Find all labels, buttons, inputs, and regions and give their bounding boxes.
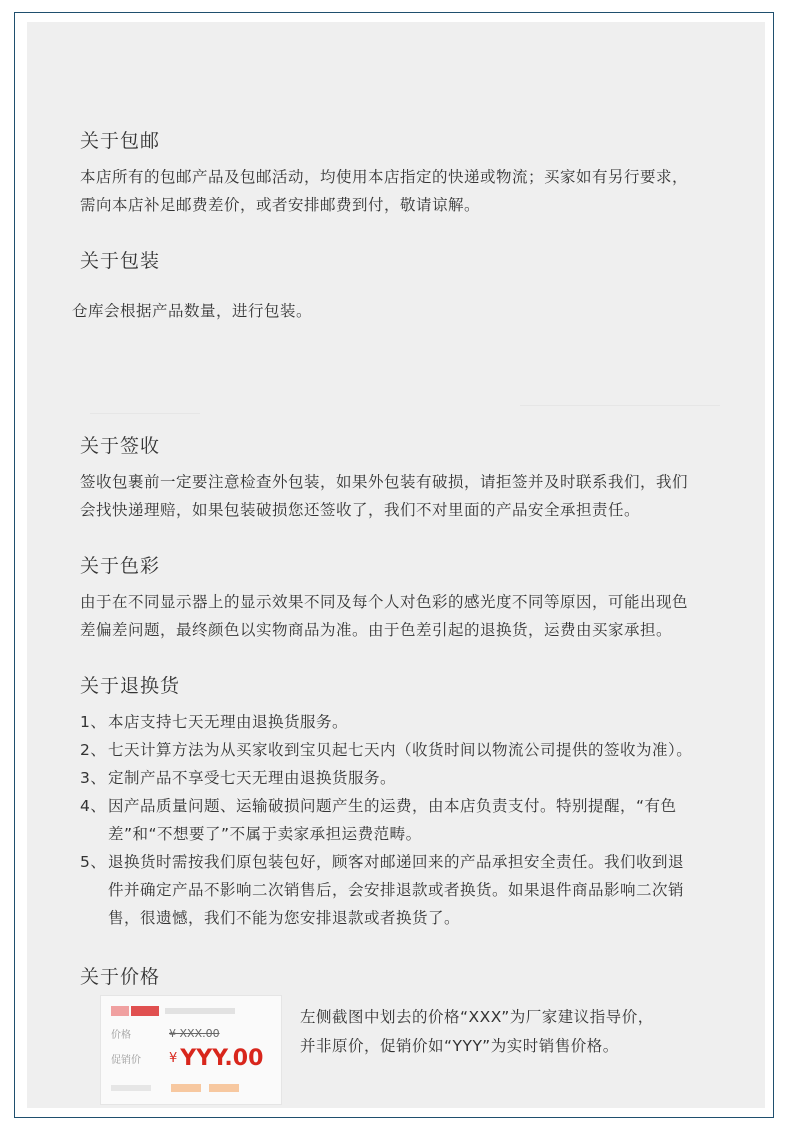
price-line-2: 并非原价，促销价如“YYY”为实时销售价格。 [300, 1037, 619, 1055]
list-item-text: 差”和“不想要了”不属于卖家承担运费范畴。 [108, 825, 422, 843]
section-title-shipping: 关于包邮 [80, 130, 161, 152]
faint-divider [90, 413, 200, 414]
list-item-number: 4、 [80, 797, 107, 815]
blurred-promo [171, 1084, 201, 1092]
list-item-number: 1、 [80, 713, 107, 731]
signing-line-2: 会找快递理赔，如果包装破损您还签收了，我们不对里面的产品安全承担责任。 [80, 501, 641, 519]
shipping-line-2: 需向本店补足邮费差价，或者安排邮费到付，敬请谅解。 [80, 196, 481, 214]
list-item [80, 736, 692, 764]
price-explanation [300, 1003, 654, 1061]
list-item-text: 件并确定产品不影响二次销售后，会安排退款或者换货。如果退件商品影响二次销 [108, 881, 685, 899]
list-item-number: 5、 [80, 853, 107, 871]
list-item-number: 3、 [80, 769, 107, 787]
section-body-color [80, 588, 688, 644]
card-original-row [111, 1026, 220, 1041]
list-item-number: 2、 [80, 741, 107, 759]
list-item-text: 七天计算方法为从买家收到宝贝起七天内（收货时间以物流公司提供的签收为准）。 [108, 741, 693, 759]
list-item [80, 792, 692, 848]
price-screenshot-card [100, 995, 282, 1105]
list-item [80, 764, 692, 792]
section-title-signing: 关于签收 [80, 435, 161, 457]
list-item [80, 708, 692, 736]
blurred-text [165, 1008, 235, 1014]
card-promo-row [111, 1084, 247, 1092]
section-body-packaging [72, 297, 312, 325]
list-item-text: 售，很遗憾，我们不能为您安排退款或者换货了。 [108, 909, 461, 927]
sale-currency: ¥ [169, 1051, 178, 1066]
section-title-color: 关于色彩 [80, 555, 161, 577]
original-price: ¥ XXX.00 [169, 1027, 220, 1040]
blurred-promo [209, 1084, 239, 1092]
list-item-text: 本店支持七天无理由退换货服务。 [108, 713, 349, 731]
blurred-tag [111, 1006, 129, 1016]
list-item-text: 定制产品不享受七天无理由退换货服务。 [108, 769, 397, 787]
section-title-returns: 关于退换货 [80, 675, 181, 697]
list-item-text: 因产品质量问题、运输破损问题产生的运费，由本店负责支付。特别提醒，“有色 [108, 797, 677, 815]
signing-line-1: 签收包裹前一定要注意检查外包装，如果外包装有破损，请拒签并及时联系我们，我们 [80, 473, 689, 491]
original-price-label: 价格 [111, 1030, 131, 1041]
card-header-row [111, 1006, 235, 1016]
price-line-1: 左侧截图中划去的价格“XXX”为厂家建议指导价， [300, 1008, 654, 1026]
blurred-tag [131, 1006, 159, 1016]
sale-price: YYY.00 [180, 1046, 264, 1071]
section-title-packaging: 关于包装 [80, 250, 161, 272]
section-title-price: 关于价格 [80, 966, 161, 988]
sale-price-label: 促销价 [111, 1055, 141, 1066]
shipping-line-1: 本店所有的包邮产品及包邮活动，均使用本店指定的快递或物流；买家如有另行要求， [80, 168, 689, 186]
color-line-2: 差偏差问题，最终颜色以实物商品为准。由于色差引起的退换货，运费由买家承担。 [80, 621, 673, 639]
faint-divider [520, 405, 720, 406]
section-body-shipping [80, 163, 688, 219]
list-item [80, 848, 692, 932]
packaging-line-1: 仓库会根据产品数量，进行包装。 [72, 302, 313, 320]
blurred-text [111, 1085, 151, 1091]
returns-list [80, 708, 692, 932]
color-line-1: 由于在不同显示器上的显示效果不同及每个人对色彩的感光度不同等原因，可能出现色 [80, 593, 689, 611]
section-body-signing [80, 468, 688, 524]
card-sale-row [111, 1046, 263, 1071]
list-item-text: 退换货时需按我们原包装包好，顾客对邮递回来的产品承担安全责任。我们收到退 [108, 853, 685, 871]
